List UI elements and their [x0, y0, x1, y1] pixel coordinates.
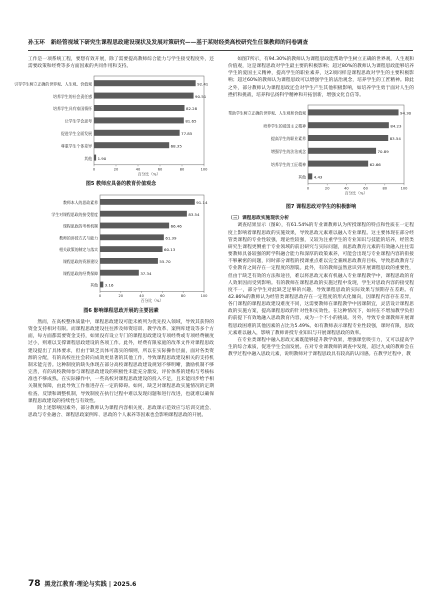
chart7-plot-frame	[308, 105, 404, 184]
chart6-bar-0	[100, 199, 195, 205]
chart7-tick-label-80: 80	[382, 186, 388, 191]
chart6-value-label-0: 91.14	[196, 199, 208, 205]
chart5-bar-1	[94, 93, 194, 99]
chart7-value-label-4: 62.66	[369, 161, 381, 167]
chart7-bar-5	[308, 173, 312, 179]
chart7-category-label-1: 培养学生的爱国主义精神	[263, 123, 306, 129]
chart7-value-label-0: 94.30	[400, 110, 412, 116]
chart6-value-label-5: 55.70	[159, 258, 171, 264]
right-paragraph-3: 在专业类课程中融入思政元素既能够提升教学效果，增强课堂吸引力，又可以提高学生的综合素质，促进学生全面发展。在对专业课教师的调查中发现，超过九成的教师会在教学过程中融入思政元素，说明教师对于课程思政具有较高的认同感。在教学过程中，教	[228, 337, 414, 358]
chart-6-svg	[28, 193, 214, 303]
chart-7-caption: 图7 课程思政对学生的积极影响	[285, 204, 357, 211]
chart7-tick-label-60: 60	[363, 186, 368, 191]
chart6-value-label-3: 61.39	[165, 235, 177, 241]
chart5-category-label-1: 培养学生的社会责任感	[53, 94, 92, 100]
chart7-tick-label-0: 0	[306, 186, 310, 191]
chart5-bar-6	[94, 155, 96, 161]
chart7-x-axis-label: 百分比（%）	[344, 190, 368, 196]
chart5-tick-label-40: 40	[135, 167, 141, 172]
chart5-x-axis-label: 百分比（%）	[137, 171, 161, 177]
chart6-bar-2	[100, 222, 169, 228]
chart6-value-label-4: 60.13	[164, 246, 176, 252]
journal-issue: 2025.6	[113, 581, 137, 588]
chart6-tick-label-20: 20	[118, 293, 124, 298]
chart7-tick-label-100: 100	[400, 186, 408, 191]
chart6-value-label-2: 66.46	[170, 223, 182, 229]
chart6-plot-frame	[100, 195, 204, 291]
chart5-tick-label-20: 20	[113, 167, 119, 172]
chart7-value-label-1: 84.23	[390, 123, 402, 129]
chart5-category-label-2: 培养学生具有家国情怀	[53, 106, 92, 112]
section-subheading: （三）课程思政实施现状分析	[228, 216, 289, 222]
chart6-category-label-2: 课程思政的考核机制	[62, 223, 98, 229]
chart7-bar-0	[308, 109, 399, 115]
chart5-tick-label-0: 0	[92, 167, 96, 172]
chart6-category-label-0: 教师本人的思政素养	[62, 199, 98, 205]
chart7-bar-1	[308, 122, 389, 128]
chart7-category-label-2: 提高学生的职业素养	[270, 136, 306, 142]
chart7-category-label-5: 其他	[298, 174, 306, 180]
chart6-category-label-3: 教师的讲授方式与能力	[59, 235, 98, 241]
chart5-value-label-0: 92.41	[197, 81, 209, 87]
chart7-bar-4	[308, 161, 368, 167]
left-paragraph-1: 工作是一项系统工程，要想有效开展，除了需要提高教师综合能力与学生接受程度外，还需要政策和经费等多方面因素的共同作用和支持。	[28, 57, 214, 70]
chart6-value-label-6: 37.34	[140, 270, 152, 276]
chart6-x-axis-label: 百分比（%）	[140, 297, 164, 303]
right-column	[228, 56, 414, 358]
chart7-category-label-4: 培养学生的工匠精神	[270, 161, 306, 167]
chart-6-caption: 图6 影响课程思政开展的主要因素	[83, 307, 159, 314]
chart5-bar-0	[94, 81, 196, 87]
chart-5	[14, 74, 214, 179]
page-number: 78	[28, 579, 41, 589]
left-column	[14, 56, 214, 419]
chart6-value-label-1: 83.54	[188, 211, 200, 217]
running-header	[28, 38, 413, 51]
chart7-tick-label-20: 20	[324, 186, 330, 191]
right-paragraph-2: 调查结果显示（图8），有61.54%的专业课教师认为所授课程的特点和性质在一定程度上影响着课程思政的实施效果，导致思政元素难以融入专业课程。这主要体现在部分经管类课程的专业性较强，理论性较强，又较为注重学生的专业知识与技能的培养，经管类研究生课程更侧重于专业领域的前沿研究与实际问题，而思政教育元素的有效融入往往需要教师具备较强的跨学科融合能力和深厚的政策素养，可能会出现与专业课程内容的衔接不够紧密的问题，同时部分课程的授课重点难以完全兼顾思政教育目标，导致思政教育与专业教育之间存在一定程度的割裂。此外，有的教师虽然意识到开展课程思政的重要性，但由于缺乏有效的方法和途径，难以将思政元素有机融入专业课程教学中，课程思政的育人效果因而受到影响。有的教师在课程思政的实施过程中发现，学生对思政内容的接受程度不一，部分学生对此缺乏足够的兴趣，导致课程思政的实际效果与预期存在差距。有42.86%的教师认为经管类课程思政存在一定程度的形式化倾向，因课程内容存在差异，各门课程的课程思政建设难度不同，这需要教师在课程教学中因课制宜，灵活设计课程思政的实施方案，提高课程思政的针对性和实效性。在这种情况下，如何在不增加教学负担的前提下有效地融入思政教育内容，成为一个不小的挑战。另外，导致专业课教师开展课程思政困难的其他因素的占比为5.49%。如有教师表示课程专业性较强，课时有限，思政元素难以融入，影响了教师讲授专业知识与开展课程思政的效率。	[228, 223, 414, 336]
chart7-tick-label-40: 40	[344, 186, 349, 191]
chart7-value-label-2: 83.54	[389, 136, 401, 142]
chart5-category-label-4: 促进学生全面发展	[60, 131, 92, 137]
header-author: 孙玉环	[28, 40, 45, 46]
chart6-bar-6	[100, 269, 139, 275]
right-paragraph-1: 如图7所示，有94.30%的教师认为课程思政能帮助学生树立正确的世界观、人生观和价值观，这是课程思政对学生最主要的积极影响；超过80%的教师认为课程思政能够培养学生的爱国主义精神，提高学生的职业素养，这2项同样是课程思政对学生的主要积极影响；超过60%的教师认为课程思政可以增强学生的法治观念，培养学生的工匠精神。除此之外，部分教师认为课程思政还会对学生产生其他积极影响，如培养学生勇于面对人生的挫折和挑战，培养和弘扬科学精神和开拓创新，增强文化自信等。	[228, 57, 414, 98]
chart6-category-label-6: 课程思政的经费保障	[62, 270, 98, 276]
chart7-bar-2	[308, 135, 388, 141]
chart6-category-label-7: 其他	[90, 282, 98, 288]
page-footer: 78 黑龙江教育·理论与实践 | 2025.6	[28, 579, 137, 589]
chart6-category-label-1: 学生对课程思政的接受程度	[51, 211, 98, 217]
chart6-bar-3	[100, 234, 164, 240]
chart6-tick-label-40: 40	[139, 293, 144, 298]
left-paragraph-2: 然而，在高校整体质量中，课程思政建设可能未被列为优先投入领域，导致其获得的资金支持相对有限。而课程思政建设往往涉及师资培训、教学改革、案例库建设等多个方面，每方面都需要资金支持，如果没有设立专门的课程思政建设专项经费或专项经费额度过小，则难以支撑课程思政建设的各项工作。此外，经费有限家庭的改革文件对课程思政建设提出了具体要求，但由于缺乏具体可落实的细则，所以在实际操作层面，面对各类资源的分配，有的高校往往会转向成效更显著的其他工作，导致课程思政建设相关的支持机制未能完善。这种制度的缺失体现在部分高校课程思政建设规划不够明晰，激励机制不够完善，有的高校教师参与课程思政建设的积极性未能充分激发，评价体系的建构与考核标准也不够成熟。在实际操作中，一些高校对课程思政建设的投入不足，且未能同步给予相关制度保障，由此导致工作推进存在一定的障碍。如何，缺乏对课程思政实施情况的定期检查、反馈和调整机制，导致制度在执行过程中难以发现问题和进行改进，也就难以确保课程思政建设的持续性与有效性。	[28, 319, 214, 404]
chart-7-svg	[228, 103, 414, 199]
chart5-category-label-0: 引导学生树立正确的世界观、人生观、价值观	[14, 81, 92, 87]
chart7-value-label-3: 70.89	[377, 148, 389, 154]
journal-name: 黑龙江教育·理论与实践	[44, 581, 107, 588]
chart5-category-label-6: 其他	[84, 156, 92, 162]
chart6-tick-label-80: 80	[180, 293, 186, 298]
chart5-value-label-4: 77.85	[181, 131, 193, 137]
chart6-tick-label-0: 0	[98, 293, 102, 298]
chart-6	[28, 193, 214, 306]
chart5-tick-label-60: 60	[157, 167, 163, 172]
chart6-tick-label-100: 100	[200, 293, 208, 298]
chart6-category-label-4: 相关政策的制定与落实	[59, 246, 98, 252]
chart7-category-label-3: 增强学生的法治观念	[270, 148, 306, 154]
chart7-category-label-0: 帮助学生树立正确的世界观、人生观和价值观	[228, 110, 306, 116]
chart5-value-label-1: 90.51	[195, 94, 207, 100]
chart6-tick-label-60: 60	[160, 293, 165, 298]
chart5-bar-2	[94, 105, 185, 111]
chart6-category-label-5: 课程思政的资源建设	[62, 258, 98, 264]
header-title: 新经管视域下研究生课程思政建设现状及发展对策研究——基于某财经类高校研究生任课教师的问卷调查	[50, 40, 309, 46]
chart5-value-label-3: 81.65	[185, 118, 197, 124]
chart-7	[228, 103, 414, 202]
chart-5-caption: 图5 教师应具备的教育价值观念	[85, 181, 157, 188]
chart5-value-label-6: 1.90	[97, 156, 107, 162]
chart6-bar-7	[100, 281, 103, 287]
chart5-category-label-3: 让学生学会思考	[64, 118, 92, 124]
chart5-value-label-5: 68.35	[170, 143, 182, 149]
chart5-bar-5	[94, 143, 169, 149]
chart5-bar-3	[94, 118, 184, 124]
chart6-bar-1	[100, 210, 187, 216]
chart7-bar-3	[308, 148, 376, 154]
chart7-value-label-5: 4.43	[313, 174, 323, 180]
chart5-category-label-5: 尊重学生个体差异	[60, 143, 92, 149]
chart5-bar-4	[94, 130, 180, 136]
chart5-tick-label-80: 80	[179, 167, 185, 172]
chart5-value-label-2: 82.28	[186, 106, 198, 112]
chart-5-svg	[14, 74, 214, 177]
chart6-value-label-7: 3.16	[104, 282, 114, 288]
chart6-bar-4	[100, 246, 163, 252]
chart6-bar-5	[100, 258, 158, 264]
chart5-tick-label-100: 100	[200, 167, 208, 172]
left-paragraph-3: 除上述影响因素外，部分教师认为课程内容相关度、思政课示范效应与培训交流会、思政与专业融合、课程思政案例库、思政的个人素养等因素也会影响课程思政的开展。	[28, 405, 214, 418]
